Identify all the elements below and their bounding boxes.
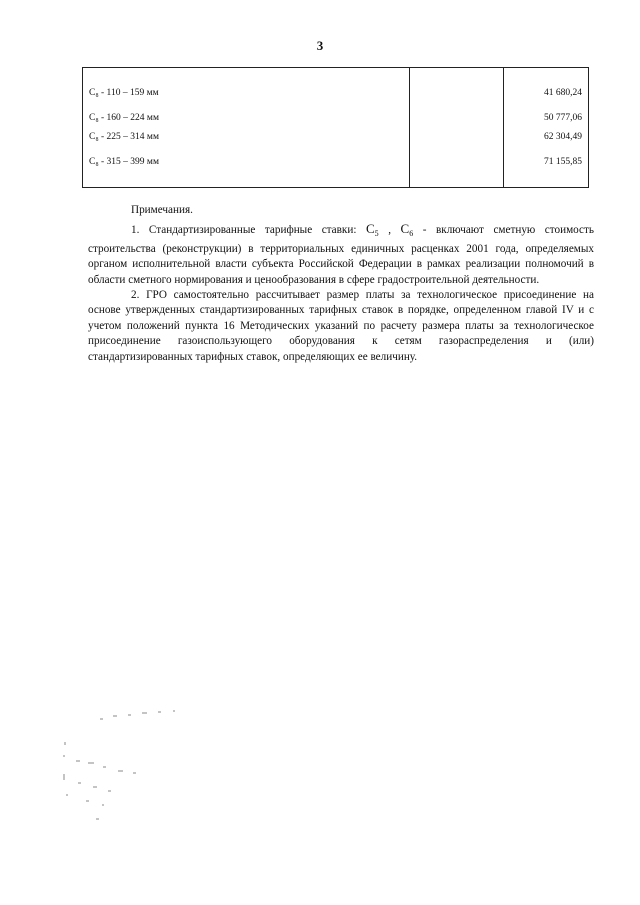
empty-cell [410, 127, 504, 147]
notes-section [88, 203, 594, 365]
rate-symbol-c5: $C_5$ [366, 221, 379, 239]
rate-name-cell: C₈ - 160 – 224 мм [83, 108, 410, 128]
rate-value-cell: 62 304,49 [504, 127, 589, 147]
table-row [83, 127, 589, 147]
rate-name-cell: C₈ - 315 – 399 мм [83, 147, 410, 187]
note-2: 2. ГРО самостоятельно рассчитывает размер платы за технологическое присоединение на основе утвержденных стандартизированных тарифных ставок в порядке, определенном главой IV и с учетом положений пункта 16 Методических указаний по расчету размера платы за технологическое присоединение газоиспользующего оборудования к сетям газораспределения и (или) стандартизированных тарифных ставок, определяющих ее величину. [88, 289, 594, 363]
note-1-start: 1. Стандартизированные тарифные ставки: [131, 224, 366, 237]
empty-cell [410, 108, 504, 128]
empty-cell [410, 147, 504, 187]
empty-cell [410, 68, 504, 108]
rate-value-cell: 41 680,24 [504, 68, 589, 108]
table-row [83, 108, 589, 128]
note-1 [88, 221, 594, 288]
rate-symbol-c6: $C_6$ [400, 221, 414, 239]
rate-value-cell: 50 777,06 [504, 108, 589, 128]
rate-value-cell: 71 155,85 [504, 147, 589, 187]
rate-separator: , [378, 224, 401, 237]
rate-name-cell: C₈ - 225 – 314 мм [83, 127, 410, 147]
tariff-table [82, 67, 589, 188]
note-1-rest: - включают сметную стоимость строительства (реконструкции) в территориальных единичных расценках 2001 года, определяемых органом исполнительной власти субъекта Российской Федерации в рамках реализации полномочий в области сметного нормирования и ценообразования в сфере градостроительной деятельности. [88, 224, 595, 286]
page-number: 3 [316, 38, 324, 53]
faint-stamp-marks [58, 700, 298, 825]
table-row [83, 147, 589, 187]
table-row [83, 68, 589, 108]
rate-name-cell: C₈ - 110 – 159 мм [83, 68, 410, 108]
notes-heading: Примечания. [131, 204, 193, 216]
